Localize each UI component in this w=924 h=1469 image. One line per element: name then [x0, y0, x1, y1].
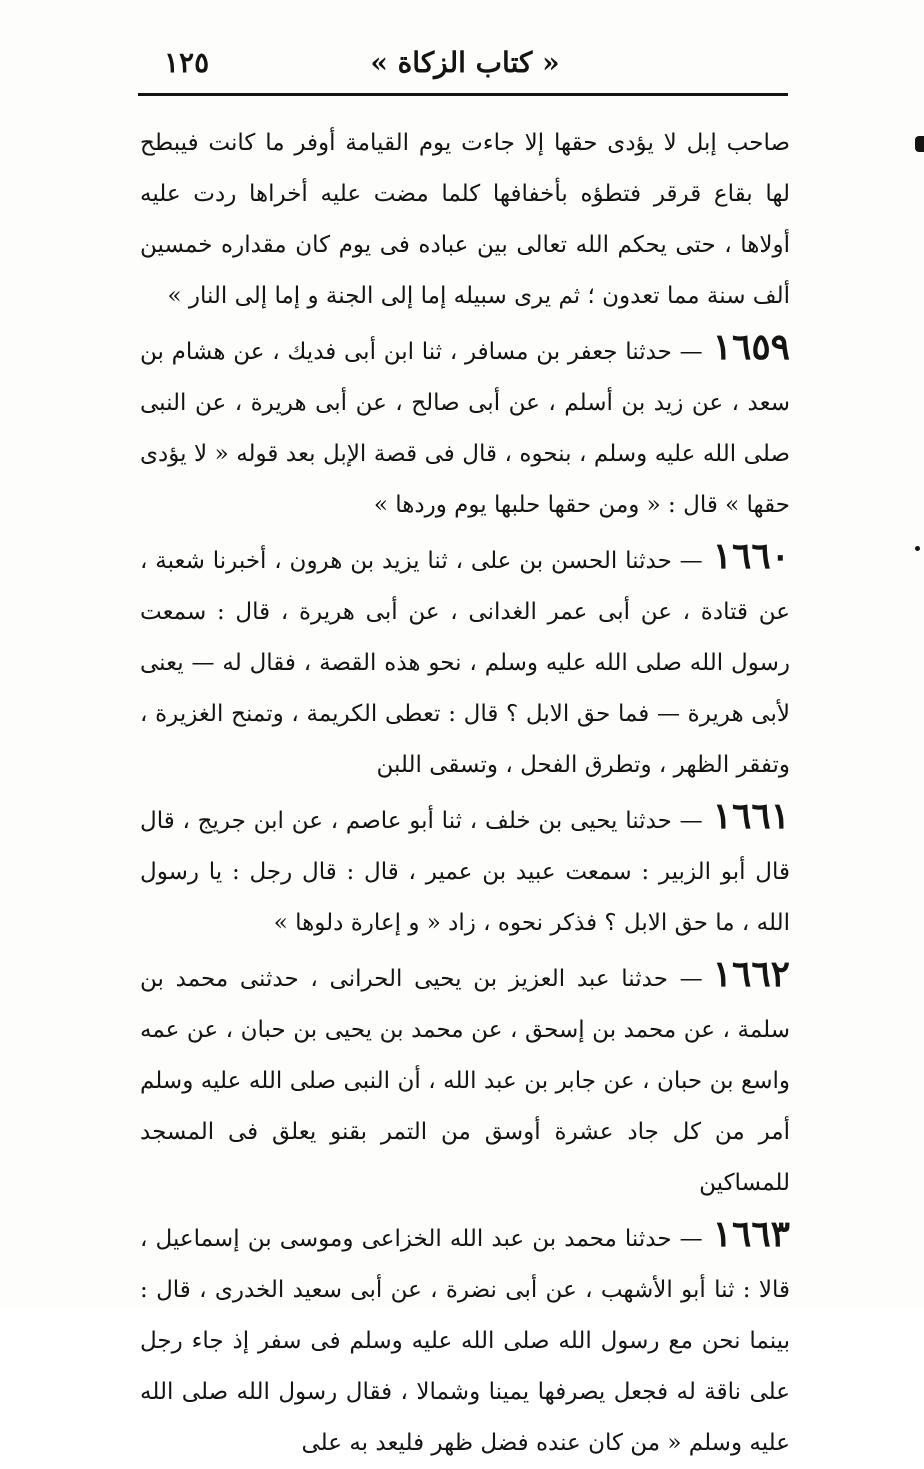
paragraph-text: — حدثنا يحيى بن خلف ، ثنا أبو عاصم ، عن ابن جريج ، قال قال أبو الزبير : سمعت عبيد بن عمير ، قال : قال رجل : يا رسول الله ، ما حق الابل ؟ فذكر نحوه ، زاد « و إعارة دلوها »: [140, 808, 790, 936]
hadith-paragraph: [140, 531, 790, 791]
hadith-paragraph: [140, 791, 790, 949]
header-rule: [138, 93, 788, 96]
hadith-paragraph: [140, 1209, 790, 1469]
page-number: ١٢٥: [164, 46, 210, 79]
page-header: [140, 40, 790, 90]
paragraph: [140, 118, 790, 322]
paragraph-text: — حدثنا الحسن بن على ، ثنا يزيد بن هرون ، أخبرنا شعبة ، عن قتادة ، عن أبى عمر الغدانى ، عن أبى هريرة ، قال : سمعت رسول الله صلى الله عليه وسلم ، نحو هذه القصة ، فقال له — يعنى لأبى هريرة — فما حق الابل ؟ قال : تعطى الكريمة ، وتمنح الغزيرة ، وتفقر الظهر ، وتطرق الفحل ، وتسقى اللبن: [140, 548, 790, 778]
hadith-number: ١٦٥٩: [712, 326, 790, 368]
paragraph-text: — حدثنا عبد العزيز بن يحيى الحرانى ، حدثنى محمد بن سلمة ، عن محمد بن إسحق ، عن محمد بن يحيى بن حبان ، عن عمه واسع بن حبان ، عن جابر بن عبد الله ، أن النبى صلى الله عليه وسلم أمر من كل جاد عشرة أوسق من التمر بقنو يعلق فى المسجد للمساكين: [140, 966, 790, 1196]
hadith-number: ١٦٦٢: [712, 953, 790, 995]
running-title: « كتاب الزكاة »: [370, 46, 560, 79]
page-body: [140, 118, 790, 1469]
hadith-number: ١٦٦١: [712, 795, 790, 837]
paragraph-text: — حدثنا جعفر بن مسافر ، ثنا ابن أبى فديك ، عن هشام بن سعد ، عن زيد بن أسلم ، عن أبى صالح ، عن أبى هريرة ، عن النبى صلى الله عليه وسلم ، بنحوه ، قال فى قصة الإبل بعد قوله « لا يؤدى حقها » قال : « ومن حقها حلبها يوم وردها »: [140, 339, 790, 518]
margin-dot: [915, 546, 920, 551]
hadith-paragraph: [140, 322, 790, 531]
margin-binding-mark: [915, 136, 924, 152]
hadith-number: ١٦٦٣: [712, 1213, 790, 1255]
hadith-number: ١٦٦٠: [712, 535, 790, 577]
paragraph-text: صاحب إبل لا يؤدى حقها إلا جاءت يوم القيامة أوفر ما كانت فيبطح لها بقاع قرقر فتطؤه بأخفافها كلما مضت عليه أخراها ردت عليه أولاها ، حتى يحكم الله تعالى بين عباده فى يوم كان مقداره خمسين ألف سنة مما تعدون ؛ ثم يرى سبيله إما إلى الجنة و إما إلى النار »: [140, 130, 790, 309]
paragraph-text: — حدثنا محمد بن عبد الله الخزاعى وموسى بن إسماعيل ، قالا : ثنا أبو الأشهب ، عن أبى نضرة ، عن أبى سعيد الخدرى ، قال : بينما نحن مع رسول الله صلى الله عليه وسلم فى سفر إذ جاء رجل على ناقة له فجعل يصرفها يمينا وشمالا ، فقال رسول الله صلى الله عليه وسلم « من كان عنده فضل ظهر فليعد به على: [140, 1226, 790, 1456]
hadith-paragraph: [140, 949, 790, 1209]
